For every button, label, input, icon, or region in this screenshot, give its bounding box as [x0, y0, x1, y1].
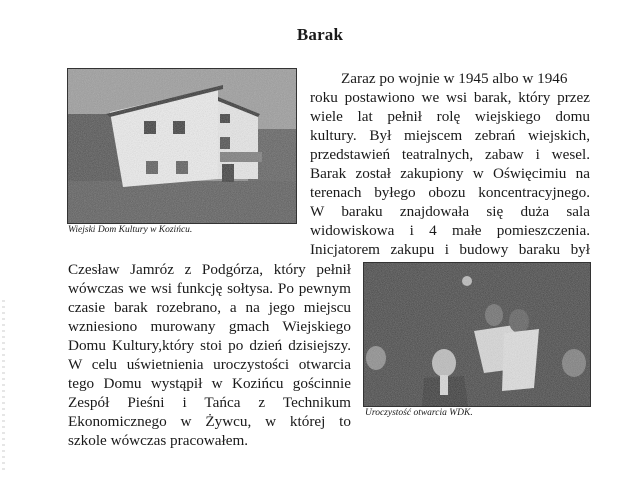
page-title: Barak — [296, 25, 344, 44]
text-line: W celu uświetnienia uroczystości otwarcia — [68, 356, 351, 373]
text-line: Ekonomicznego w Żywcu, w której to — [68, 413, 351, 430]
photo-caption: Uroczystość otwarcia WDK. — [365, 408, 473, 418]
ceremony-photo-image — [364, 263, 590, 406]
text-line: Zespół Pieśni i Tańca z Technikum — [68, 394, 351, 411]
text-line: szkole wówczas pracowałem. — [68, 432, 249, 449]
text-line: tego Domu wystąpił w Kozińcu gościnnie — [68, 375, 351, 392]
text-line: Zaraz po wojnie w 1945 albo w 1946 — [341, 70, 568, 87]
text-line: czasie barak rozebrano, a na jego miejscu — [68, 299, 351, 316]
text-line: terenach byłego obozu koncentracyjnego. — [310, 184, 590, 201]
text-line: W baraku znajdowała się duża sala — [310, 203, 590, 220]
text-line: Barak został zakupiony w Oświęcimiu na — [310, 165, 590, 182]
text-line: widowiskowa i 4 małe pomieszczenia. — [310, 222, 590, 239]
text-line: kultury. Był miejscem zebrań wiejskich, — [310, 127, 590, 144]
scan-edge-artifact — [2, 300, 5, 470]
text-line: wiele lat pełnił rolę wiejskiego domu — [310, 108, 590, 125]
text-line: Czesław Jamróz z Podgórza, który pełnił — [68, 261, 351, 278]
text-line: Inicjatorem zakupu i budowy baraku był — [310, 241, 590, 258]
text-line: Domu Kultury,który stoi po dzień dzisiejszy. — [68, 337, 351, 354]
photo-caption: Wiejski Dom Kultury w Kozińcu. — [68, 225, 193, 235]
photo-village-culture-house — [67, 68, 297, 224]
text-line: roku postawiono we wsi barak, który przez — [310, 89, 590, 106]
photo-opening-ceremony — [363, 262, 591, 407]
text-line: wówczas we wsi funkcję sołtysa. Po pewnym — [68, 280, 351, 297]
text-line: przedstawień teatralnych, zabaw i wesel. — [310, 146, 590, 163]
text-line: wzniesiono murowany gmach Wiejskiego — [68, 318, 351, 335]
house-photo-image — [68, 69, 296, 223]
